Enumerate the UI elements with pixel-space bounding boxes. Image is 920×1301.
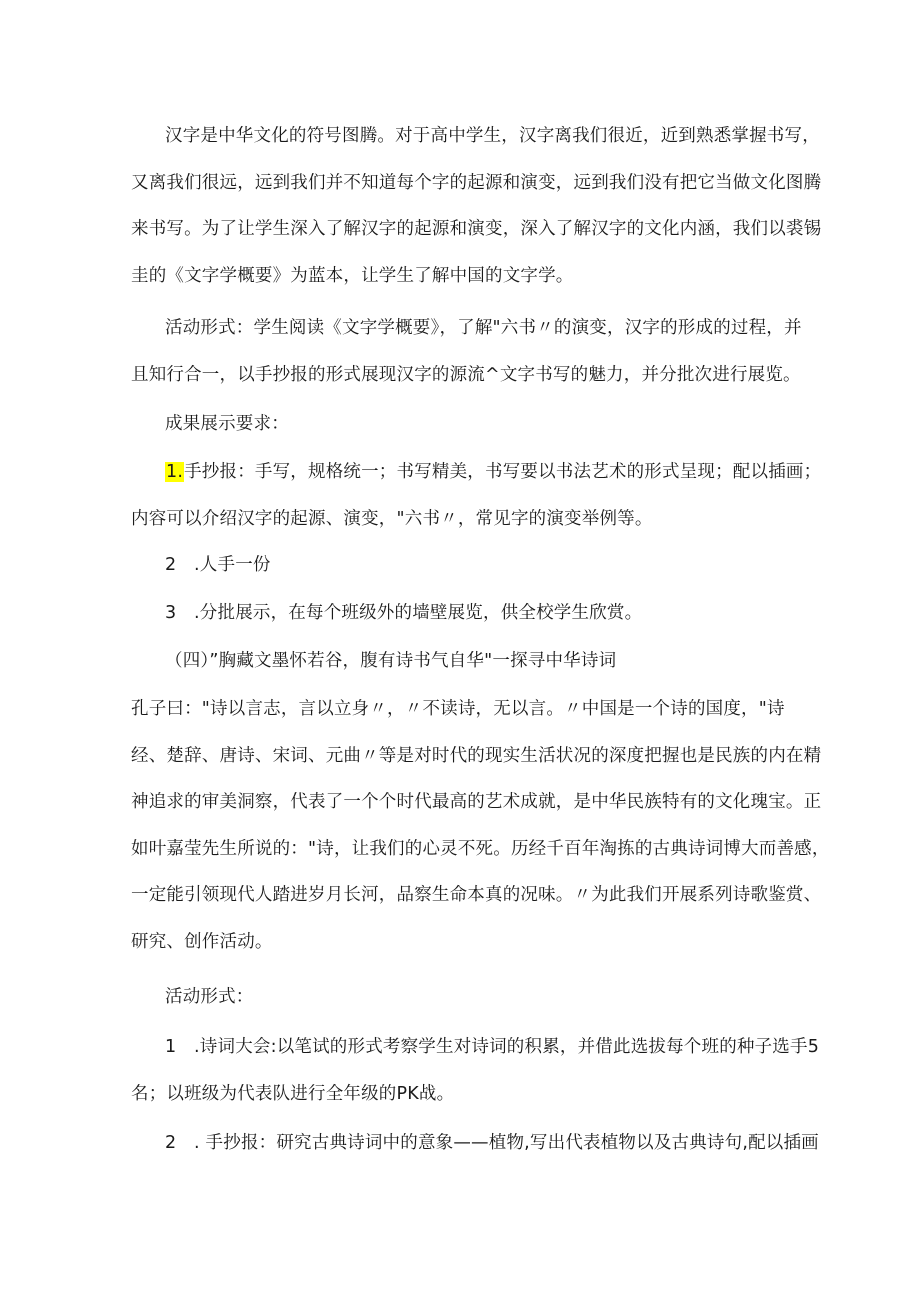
text-line: 2 . 手抄报：研究古典诗词中的意象——植物,写出代表植物以及古典诗句,配以插画: [165, 1133, 819, 1153]
text-line: 1 .诗词大会:以笔试的形式考察学生对诗词的积累，并借此选拔每个班的种子选手5: [165, 1037, 820, 1057]
text-line: 且知行合一，以手抄报的形式展现汉字的源流^文字书写的魅力，并分批次进行展览。: [131, 364, 801, 385]
text-line: 活动形式：: [165, 987, 254, 1007]
text-line: 又离我们很远，远到我们并不知道每个字的起源和演变，远到我们没有把它当做文化图腾: [131, 172, 822, 193]
paragraph-requirements: [131, 401, 801, 448]
paragraph-activity-form: [131, 305, 801, 398]
paragraph-poetry: [131, 686, 830, 965]
list-item-poetry-2: [131, 1120, 819, 1167]
list-item-2: [131, 542, 801, 589]
text-line: 活动形式：学生阅读《文字学概要》，了解"六书〃的演变，汉字的形成的过程，并: [165, 318, 802, 338]
text-line: 来书写。为了让学生深入了解汉字的起源和演变，深入了解汉字的文化内涵，我们以裘锡: [131, 219, 822, 239]
text-line: 2 .人手一份: [165, 555, 271, 575]
text-line: 圭的《文字学概要》为蓝本，让学生了解中国的文字学。: [131, 265, 574, 286]
text-line: 经、楚辞、唐诗、宋词、元曲〃等是对时代的现实生活状况的深度把握也是民族的内在精: [131, 745, 822, 766]
text-line: 3 .分批展示，在每个班级外的墙壁展览，供全校学生欣赏。: [165, 603, 643, 623]
section-heading: [131, 638, 801, 685]
section-title: （四）”胸藏文墨怀若谷，腹有诗书气自华"一探寻中华诗词: [165, 651, 617, 671]
text-line: 汉字是中华文化的符号图腾。对于高中学生，汉字离我们很近，近到熟悉掌握书写，: [165, 126, 820, 146]
list-item-3: [131, 590, 801, 637]
text-line: 成果展示要求：: [165, 414, 289, 434]
text-line: 神追求的审美洞察，代表了一个个时代最高的艺术成就，是中华民族特有的文化瑰宝。正: [131, 792, 822, 812]
text-line: 孔子曰："诗以言志，言以立身〃，〃不读诗，无以言。〃中国是一个诗的国度，"诗: [131, 699, 785, 719]
text-line: 内容可以介绍汉字的起源、演变，"六书〃，常见字的演变举例等。: [131, 508, 653, 529]
text-line: 研究、创作活动。: [131, 931, 273, 952]
text-line: 名；以班级为代表队进行全年级的PK战。: [131, 1083, 455, 1104]
list-item-poetry-1: [131, 1024, 820, 1117]
list-item-1: [131, 449, 822, 542]
highlighted-number: 1.: [166, 462, 184, 482]
text-line: [131, 449, 822, 496]
list-item-text: 手抄报：手写，规格统一；书写精美，书写要以书法艺术的形式呈现；配以插画；: [184, 462, 822, 482]
paragraph-intro: [131, 113, 822, 299]
text-line: 一定能引领现代人踏进岁月长河，品察生命本真的况味。〃为此我们开展系列诗歌鉴赏、: [131, 885, 822, 905]
text-line: 如叶嘉莹先生所说的："诗，让我们的心灵不死。历经千百年淘拣的古典诗词博大而善感，: [131, 838, 830, 859]
paragraph-activity-form-2: [131, 974, 801, 1021]
